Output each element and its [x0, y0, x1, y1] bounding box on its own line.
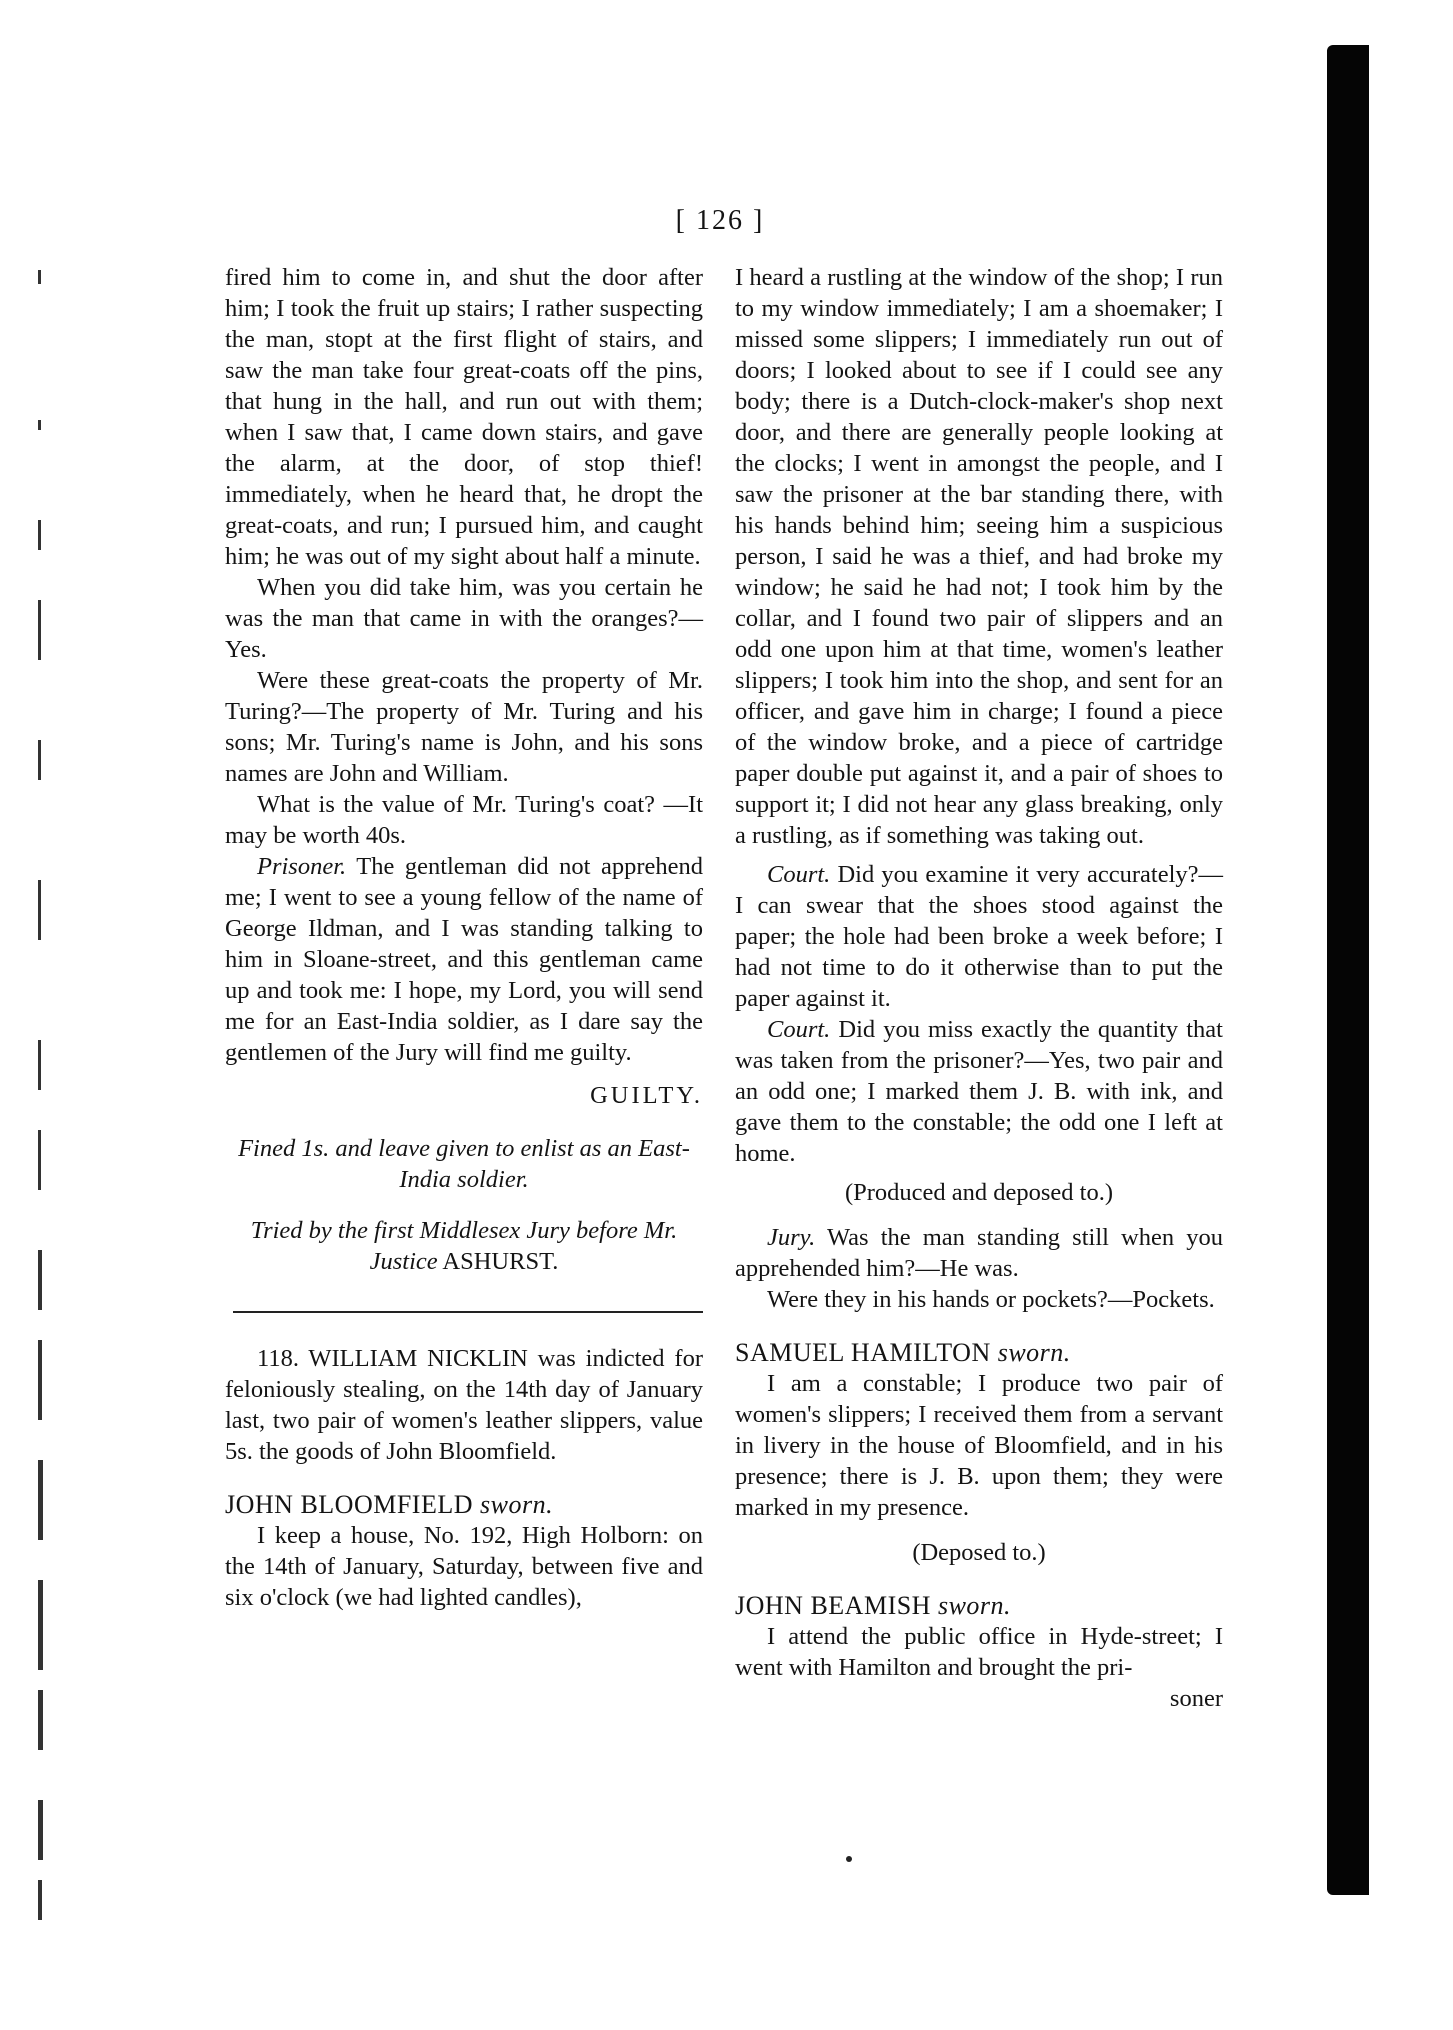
case-indictment: 118. WILLIAM NICKLIN was indicted for feloniously stealing, on the 14th day of January last, two pair of women's leather slippers, value 5s. the goods of John Bloomfield.: [225, 1345, 703, 1465]
binding-shadow: [1327, 45, 1369, 1895]
testimony: I keep a house, No. 192, High Holborn: on the 14th of January, Saturday, between five and six o'clock (we had lighted candles),: [225, 1522, 703, 1611]
trial-note-text: Tried by the first Middlesex Jury before Mr. Justice: [250, 1217, 678, 1275]
paragraph: What is the value of Mr. Turing's coat? —It may be worth 40s.: [225, 791, 703, 849]
witness-heading: [735, 1337, 1223, 1368]
testimony: I am a constable; I produce two pair of women's slippers; I received them from a servant in livery in the house of Bloomfield, and in his presence; there is J. B. upon them; they were marked in my presence.: [735, 1370, 1223, 1521]
paragraph: fired him to come in, and shut the door after him; I took the fruit up stairs; I rather suspecting the man, stopt at the first flight of stairs, and saw the man take four great-coats off the pins, that hung in the hall, and run out with them; when I saw that, I came down stairs, and gave the alarm, at the door, of stop thief! immediately, when he heard that, he dropt the great-coats, and run; I pursued him, and caught him; he was out of my sight about half a minute.: [225, 264, 703, 570]
sentence: Fined 1s. and leave given to enlist as an East-India soldier.: [238, 1135, 690, 1193]
speaker-label: Court.: [767, 1016, 831, 1043]
court-question: [735, 859, 1223, 1014]
sworn-label: sworn.: [937, 1591, 1012, 1620]
exhibit-note: (Produced and deposed to.): [844, 1179, 1114, 1206]
judge-name: ASHURST.: [442, 1248, 559, 1275]
witness-name: JOHN BLOOMFIELD: [225, 1490, 473, 1519]
sworn-label: sworn.: [997, 1338, 1071, 1367]
right-column: [735, 262, 1223, 1714]
speaker-label: Prisoner.: [257, 853, 347, 880]
witness-name: JOHN BEAMISH: [735, 1591, 931, 1620]
witness-heading: [225, 1489, 703, 1520]
testimony: I attend the public office in Hyde-street; I went with Hamilton and brought the pri-: [735, 1623, 1223, 1681]
question-text: Did you examine it very accurately?—I can swear that the shoes stood against the paper; the hole had been broke a week before; I had not time to do it otherwise than to put the paper against it.: [735, 861, 1223, 1012]
exhibit-note: (Deposed to.): [912, 1539, 1046, 1566]
question-text: Was the man standing still when you apprehended him?—He was.: [735, 1224, 1223, 1282]
catchword: soner: [1169, 1685, 1223, 1712]
speaker-label: Court.: [767, 861, 831, 888]
witness-heading: [735, 1590, 1223, 1621]
section-divider: [233, 1311, 703, 1313]
witness-name: SAMUEL HAMILTON: [735, 1338, 991, 1367]
statement-text: The gentleman did not apprehend me; I went to see a young fellow of the name of George Ildman, and I was standing talking to him in Sloane-street, and this gentleman came up and took me: I hope, my Lord, you will send me for an East-India soldier, as I dare say the gentlemen of the Jury will find me guilty.: [225, 853, 704, 1066]
paragraph: I heard a rustling at the window of the shop; I run to my window immediately; I am a shoemaker; I missed some slippers; I immediately run out of doors; I looked about to see if I could see any body; there is a Dutch-clock-maker's shop next door, and there are generally people looking at the clocks; I went in amongst the people, and I saw the prisoner at the bar standing there, with his hands behind him; seeing him a suspicious person, I said he was a thief, and had broke my window; he said he had not; I took him by the collar, and I found two pair of slippers and an odd one upon him at that time, women's leather slippers; I took him into the shop, and sent for an officer, and gave him in charge; I found a piece of the window broke, and a piece of cartridge paper double put against it, and a pair of shoes to support it; I did not hear any glass breaking, only a rustling, as if something was taking out.: [735, 264, 1223, 849]
paragraph: Were they in his hands or pockets?—Pockets.: [767, 1286, 1215, 1313]
ink-dot: [846, 1856, 852, 1862]
paragraph: When you did take him, was you certain he was the man that came in with the oranges?—Yes.: [225, 574, 703, 663]
question-text: Did you miss exactly the quantity that was taken from the prisoner?—Yes, two pair and an odd one; I marked them J. B. with ink, and gave them to the constable; the odd one I left at home.: [735, 1016, 1223, 1167]
page-number: [ 126 ]: [675, 205, 765, 236]
trial-note: [225, 1215, 703, 1277]
page-edge-artifacts: [0, 0, 80, 2030]
sworn-label: sworn.: [480, 1490, 554, 1519]
paragraph: Were these great-coats the property of Mr. Turing?—The property of Mr. Turing and his sons; Mr. Turing's name is John, and his sons names are John and William.: [225, 667, 703, 787]
left-column: [225, 262, 703, 1613]
court-question: [735, 1014, 1223, 1169]
speaker-label: Jury.: [767, 1224, 816, 1251]
verdict: GUILTY.: [590, 1082, 703, 1109]
jury-question: [735, 1222, 1223, 1284]
prisoner-statement: [225, 851, 703, 1068]
